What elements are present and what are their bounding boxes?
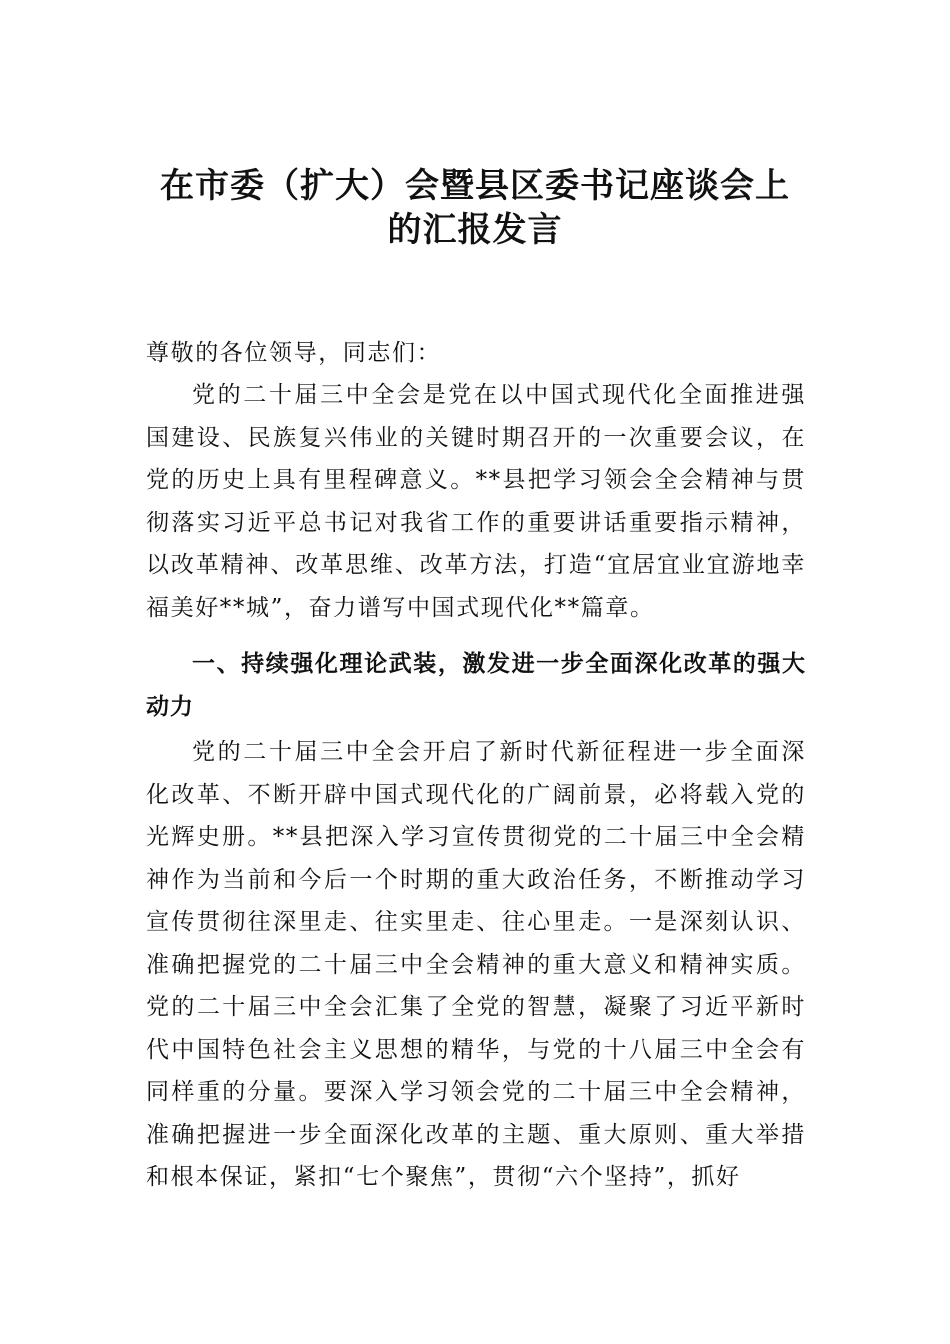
paragraph-intro bbox=[146, 374, 806, 629]
section-heading-1-text: 一、持续强化理论武装，激发进一步全面深化改革的强大动力 bbox=[146, 651, 806, 720]
paragraph-section-1 bbox=[146, 731, 806, 1199]
salutation: 尊敬的各位领导，同志们： bbox=[146, 340, 442, 366]
paragraph-section-1-text: 党的二十届三中全会开启了新时代新征程进一步全面深化改革、不断开辟中国式现代化的广阔前景，必将载入党的光辉史册。**县把深入学习宣传贯彻党的二十届三中全会精神作为当前和今后一个时期的重大政治任务，不断推动学习宣传贯彻往深里走、往实里走、往心里走。一是深刻认识、准确把握党的二十届三中全会精神的重大意义和精神实质。党的二十届三中全会汇集了全党的智慧，凝聚了习近平新时代中国特色社会主义思想的精华，与党的十八届三中全会有同样重的分量。要深入学习领会党的二十届三中全会精神，准确把握进一步全面深化改革的主题、重大原则、重大举措和根本保证，紧扣“七个聚焦”，贯彻“六个坚持”，抓好 bbox=[146, 739, 806, 1190]
document-title-line2: 的汇报发言 bbox=[387, 210, 563, 250]
paragraph-intro-text: 党的二十届三中全会是党在以中国式现代化全面推进强国建设、民族复兴伟业的关键时期召开的一次重要会议，在党的历史上具有里程碑意义。**县把学习领会全会精神与贯彻落实习近平总书记对我省工作的重要讲话重要指示精神，以改革精神、改革思维、改革方法，打造“宜居宜业宜游地幸福美好**城”，奋力谱写中国式现代化**篇章。 bbox=[146, 382, 806, 621]
section-heading-1 bbox=[146, 643, 806, 728]
document-title-line1: 在市委（扩大）会暨县区委书记座谈会上 bbox=[160, 166, 790, 206]
